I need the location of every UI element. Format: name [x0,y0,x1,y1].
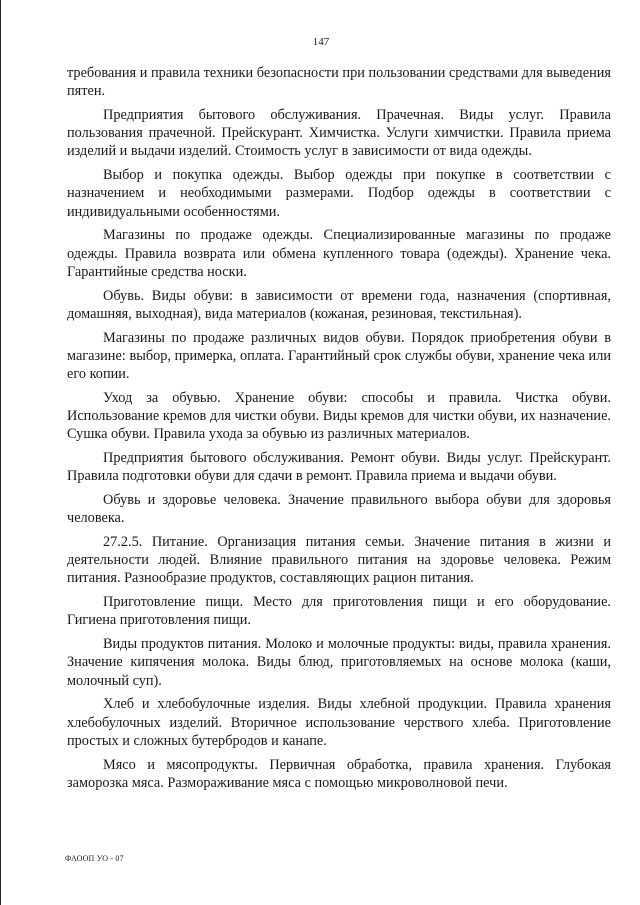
page-number: 147 [312,36,330,48]
paragraph: Уход за обувью. Хранение обуви: способы и правила. Чистка обуви. Использование кремов для чистки обуви. Виды кремов для чистки обуви, их назначение. Сушка обуви. Правила ухода за обувью из различных материалов. [67,389,611,443]
paragraph: Мясо и мясопродукты. Первичная обработка, правила хранения. Глубокая заморозка мяса. Размораживание мяса с помощью микроволновой печи. [67,756,611,791]
paragraph: Выбор и покупка одежды. Выбор одежды при покупке в соответствии с назначением и необходимыми размерами. Подбор одежды в соответствии с индивидуальными особенностями. [67,167,611,220]
paragraph: Обувь и здоровье человека. Значение правильного выбора обуви для здоровья человека. [67,492,611,527]
paragraph: Хлеб и хлебобулочные изделия. Виды хлебной продукции. Правила хранения хлебобулочных изделий. Вторичное использование черствого хлеба. Приготовление простых и сложных бутербродов и канапе. [67,696,611,749]
paragraph: Магазины по продаже различных видов обуви. Порядок приобретения обуви в магазине: выбор, примерка, оплата. Гарантийный срок службы обуви, хранение чека или его копии. [67,329,611,383]
footer-code: ФАООП УО - 07 [65,854,124,863]
page-content [67,64,611,798]
paragraph: Виды продуктов питания. Молоко и молочные продукты: виды, правила хранения. Значение кипячения молока. Виды блюд, приготовляемых на основе молока (каши, молочный суп). [67,636,611,689]
paragraph: Приготовление пищи. Место для приготовления пищи и его оборудование. Гигиена приготовления пищи. [67,594,611,629]
paragraph: требования и правила техники безопасности при пользовании средствами для выведения пятен. [67,65,611,100]
paragraph: Магазины по продаже одежды. Специализированные магазины по продаже одежды. Правила возврата или обмена купленного товара (одежды). Хранение чека. Гарантийные средства носки. [67,227,611,280]
paragraph: Обувь. Виды обуви: в зависимости от времени года, назначения (спортивная, домашняя, выходная), вида материалов (кожаная, резиновая, текстильная). [67,287,611,322]
section-paragraph: 27.2.5. Питание. Организация питания семьи. Значение питания в жизни и деятельности людей. Влияние правильного питания на здоровье человека. Режим питания. Разнообразие продуктов, составляющих рацион питания. [67,534,611,587]
paragraph: Предприятия бытового обслуживания. Ремонт обуви. Виды услуг. Прейскурант. Правила подготовки обуви для сдачи в ремонт. Правила приема и выдачи обуви. [67,450,611,485]
paragraph: Предприятия бытового обслуживания. Прачечная. Виды услуг. Правила пользования прачечной. Прейскурант. Химчистка. Услуги химчистки. Правила приема изделий и выдачи изделий. Стоимость услуг в зависимости от вида одежды. [67,107,611,160]
